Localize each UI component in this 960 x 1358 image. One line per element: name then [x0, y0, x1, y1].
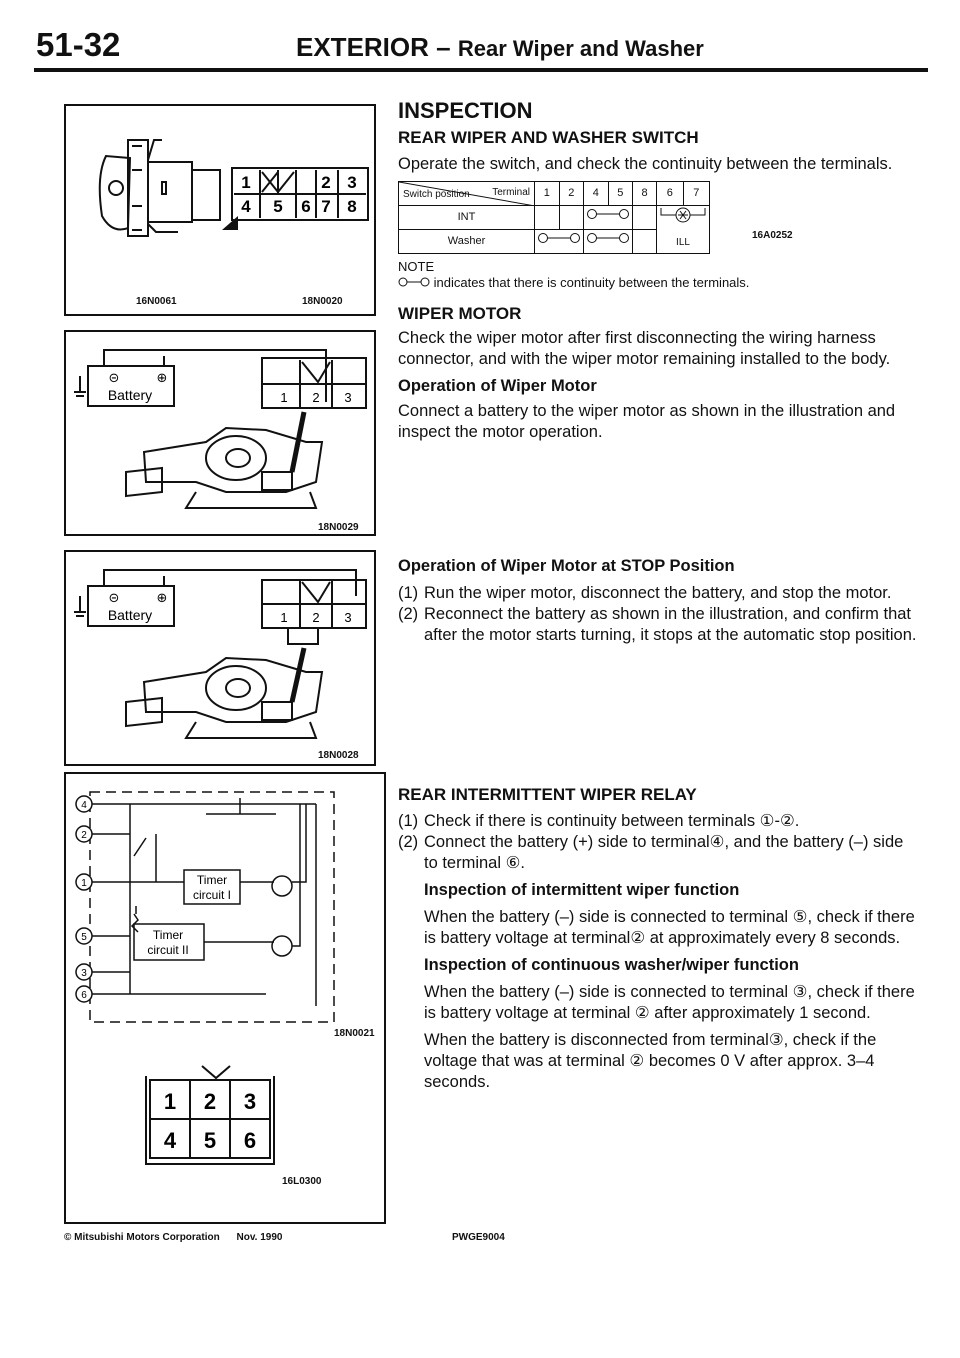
relay-pin-1: 1: [163, 1089, 177, 1114]
motor-op-pin-2: 2: [312, 390, 320, 405]
continuity-symbol: [398, 277, 430, 287]
switch-pin-6: 6: [301, 197, 311, 216]
switch-pin-1: 1: [241, 173, 251, 192]
motor-op-pin-3: 3: [344, 390, 352, 405]
relay-step-1-number: (1): [398, 812, 419, 830]
table-corner: [399, 182, 535, 206]
motor-stop-pin-2: 2: [312, 610, 320, 625]
motor-operation-figure: [64, 330, 376, 536]
switch-heading: REAR WIPER AND WASHER SWITCH: [398, 128, 699, 147]
copyright-text: © Mitsubishi Motors Corporation: [64, 1232, 220, 1243]
timer-2-sub: circuit II: [147, 943, 189, 957]
footer-date: Nov. 1990: [236, 1232, 283, 1243]
relay-step-2: [398, 832, 918, 874]
section-name: EXTERIOR: [296, 32, 429, 62]
washer-continuity-mark-a: [535, 230, 584, 254]
relay-figure: [64, 772, 386, 1224]
relay-heading: REAR INTERMITTENT WIPER RELAY: [398, 785, 697, 804]
footer-copyright: [64, 1232, 282, 1243]
motor-op-minus: ⊝: [108, 370, 120, 385]
subsection-name: Rear Wiper and Washer: [457, 36, 704, 61]
table-terminal-7: 7: [683, 182, 710, 206]
timer-2-label: Timer: [152, 928, 184, 942]
stop-step-2: [398, 604, 918, 646]
motor-stop-figure: [64, 550, 376, 766]
table-figure-code: 16A0252: [752, 230, 793, 241]
stop-step-2-number: (2): [398, 605, 419, 623]
switch-figure-code-left: 16N0061: [136, 296, 177, 307]
table-row-washer: Washer: [399, 230, 535, 254]
section-title: [296, 32, 704, 63]
switch-illustration: [66, 106, 378, 318]
stop-step-1: [398, 583, 918, 604]
page-header: [34, 22, 928, 72]
relay-step-2-text: Connect the battery (+) side to terminal④, and the battery (–) side to terminal ⑥.: [424, 833, 904, 872]
switch-pin-2: 2: [321, 173, 331, 192]
continuity-symbol: [537, 232, 581, 244]
motor-op-plus: ⊕: [156, 370, 168, 385]
table-terminal-2: 2: [559, 182, 584, 206]
stop-step-1-number: (1): [398, 584, 419, 602]
switch-pin-3: 3: [347, 173, 357, 192]
table-terminal-1: 1: [535, 182, 560, 206]
motor-stop-plus: ⊕: [156, 590, 168, 605]
switch-pin-4: 4: [241, 197, 251, 216]
inspection-section: [398, 100, 918, 443]
switch-figure: [64, 104, 376, 316]
continuity-table: [398, 181, 710, 254]
stop-heading: Operation of Wiper Motor at STOP Position: [398, 557, 735, 575]
motor-stop-battery-label: Battery: [107, 607, 153, 623]
timer-1-label: Timer: [196, 873, 228, 887]
inspection-title: INSPECTION: [398, 98, 533, 123]
relay-terminal-1: 1: [81, 878, 87, 889]
continuous-text-2: When the battery is disconnected from terminal③, check if the voltage that was at terminal ② becomes 0 V after approx. 3–4 seconds.: [424, 1031, 877, 1091]
note-label: NOTE: [398, 259, 435, 274]
relay-pin-4: 4: [163, 1128, 177, 1153]
motor-op-battery-label: Battery: [107, 387, 153, 403]
motor-heading: WIPER MOTOR: [398, 304, 522, 323]
table-terminal-8: 8: [633, 182, 657, 206]
relay-circuit-diagram: [66, 774, 388, 1226]
timer-1-sub: circuit I: [192, 888, 232, 902]
stop-step-1-text: Run the wiper motor, disconnect the battery, and stop the motor.: [424, 584, 892, 602]
motor-stop-pin-3: 3: [344, 610, 352, 625]
note-text: indicates that there is continuity between the terminals.: [433, 275, 750, 290]
relay-step-1: [398, 811, 918, 832]
motor-operation-figure-code: 18N0029: [318, 522, 359, 533]
motor-stop-minus: ⊝: [108, 590, 120, 605]
motor-operation-illustration: [66, 332, 378, 538]
washer-continuity-mark-b: [584, 230, 633, 254]
switch-pin-7: 7: [321, 197, 331, 216]
table-terminal-5: 5: [608, 182, 633, 206]
relay-step-2-number: (2): [398, 833, 419, 851]
illumination-lamp-icon: [659, 206, 707, 224]
intermittent-text: When the battery (–) side is connected to terminal ⑤, check if there is battery voltage at terminal② at approximately every 8 seconds.: [424, 908, 915, 947]
continuity-symbol: [586, 208, 630, 220]
relay-terminal-5: 5: [81, 932, 87, 943]
relay-pin-3: 3: [243, 1089, 257, 1114]
relay-pin-2: 2: [203, 1089, 217, 1114]
relay-terminal-4: 4: [81, 800, 87, 811]
relay-pin-5: 5: [203, 1128, 217, 1153]
relay-terminal-3: 3: [81, 968, 87, 979]
relay-terminal-2: 2: [81, 830, 87, 841]
continuous-heading: Inspection of continuous washer/wiper function: [424, 956, 799, 974]
motor-op-pin-1: 1: [280, 390, 288, 405]
motor-text: Check the wiper motor after first disconnecting the wiring harness connector, and with the wiper motor remaining installed to the body.: [398, 329, 891, 368]
note-line: [398, 275, 918, 291]
footer-code: PWGE9004: [452, 1232, 505, 1243]
continuous-text-1: When the battery (–) side is connected to terminal ③, check if there is battery voltage at terminal ② after approximately 1 second.: [424, 983, 915, 1022]
switch-text: Operate the switch, and check the continuity between the terminals.: [398, 155, 893, 173]
continuity-symbol: [586, 232, 630, 244]
table-corner-terminal: Terminal: [492, 187, 530, 198]
int-continuity-mark: [584, 206, 633, 230]
relay-section: [398, 784, 918, 1093]
stop-step-2-text: Reconnect the battery as shown in the illustration, and confirm that after the motor starts turning, it stops at the automatic stop position.: [424, 605, 917, 644]
section-dash: –: [436, 32, 451, 62]
ill-label: ILL: [676, 237, 690, 248]
relay-terminal-6: 6: [81, 990, 87, 1001]
table-terminal-6: 6: [657, 182, 684, 206]
switch-figure-code-right: 18N0020: [302, 296, 343, 307]
table-row-int: INT: [399, 206, 535, 230]
continuity-table-wrap: [398, 181, 918, 248]
switch-pin-5: 5: [273, 197, 283, 216]
switch-pin-8: 8: [347, 197, 357, 216]
relay-connector-code: 16L0300: [282, 1176, 322, 1187]
relay-step-1-text: Check if there is continuity between terminals ①-②.: [424, 812, 800, 830]
motor-stop-figure-code: 18N0028: [318, 750, 359, 761]
motor-stop-illustration: [66, 552, 378, 768]
stop-position-section: [398, 556, 918, 646]
intermittent-heading: Inspection of intermittent wiper function: [424, 881, 740, 899]
operation-heading: Operation of Wiper Motor: [398, 377, 597, 395]
operation-text: Connect a battery to the wiper motor as shown in the illustration and inspect the motor operation.: [398, 402, 896, 441]
table-corner-switch-position: Switch position: [403, 189, 470, 200]
page-number: 51-32: [36, 26, 121, 63]
relay-pin-6: 6: [243, 1128, 257, 1153]
table-terminal-4: 4: [584, 182, 609, 206]
motor-stop-pin-1: 1: [280, 610, 288, 625]
relay-circuit-code: 18N0021: [334, 1028, 375, 1039]
ill-cell: [657, 206, 710, 254]
